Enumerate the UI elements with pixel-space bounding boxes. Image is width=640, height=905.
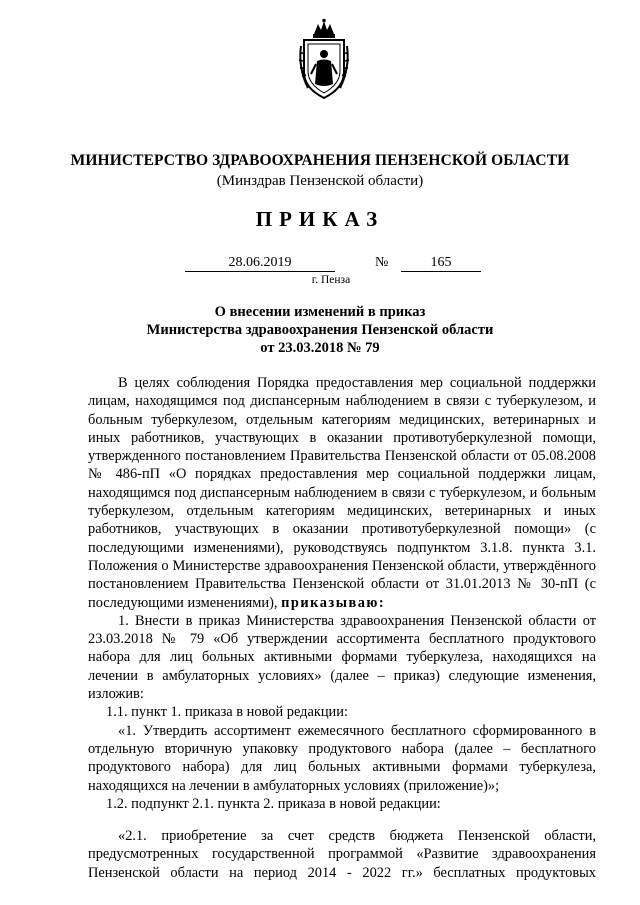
- preamble-paragraph: [88, 374, 596, 612]
- item-1-paragraph: 1. Внести в приказ Министерства здравоохранения Пензенской области от 23.03.2018 № 79 «Об утверждении ассортимента бесплатного продуктового набора для лиц больных активными формами туберкулеза, находящихся на лечении в амбулаторных условиях» (далее – приказ) следующие изменения, изложив:: [88, 612, 596, 703]
- item-1-1-paragraph: 1.1. пункт 1. приказа в новой редакции:: [106, 704, 348, 721]
- order-date: 28.06.2019: [185, 254, 335, 272]
- document-type: ПРИКАЗ: [255, 207, 385, 231]
- city-text: г. Пенза: [311, 274, 351, 286]
- order-title-line-3: от 23.03.2018 № 79: [260, 340, 380, 356]
- ministry-short-name: (Минздрав Пензенской области): [216, 173, 424, 189]
- quote-1-paragraph: «1. Утвердить ассортимент ежемесячного бесплатного сформированного в отдельную вторичную упаковку продуктового набора (далее – бесплатного продуктового набора) для лиц больных активными формами туберкулеза, находящихся на лечении в амбулаторных условиях (приложение)»;: [88, 722, 596, 794]
- order-title-line-1: О внесении изменений в приказ: [214, 304, 426, 320]
- order-title: [0, 303, 640, 357]
- item-1-2-paragraph: 1.2. подпункт 2.1. пункта 2. приказа в новой редакции:: [106, 795, 441, 812]
- city-label: [0, 274, 640, 286]
- number-sign: №: [375, 255, 389, 270]
- order-word: приказываю:: [281, 594, 386, 611]
- ministry-name: МИНИСТЕРСТВО ЗДРАВООХРАНЕНИЯ ПЕНЗЕНСКОЙ ОБЛАСТИ: [70, 152, 570, 169]
- order-body: [88, 374, 596, 882]
- order-title-line-2: Министерства здравоохранения Пензенской области: [146, 322, 494, 338]
- preamble-text: В целях соблюдения Порядка предоставления мер социальной поддержки лицам, находящимся под диспансерным наблюдением в связи с туберкулезом, и больным туберкулезом, отдельным категориям медицинских, ветеринарных и иных работников, участвующих в оказании противотуберкулезной помощи, утвержденного постановлением Правительства Пензенской области от 05.08.2008 № 486-пП «О порядках предоставления мер социальной поддержки лицам, находящимся под диспансерным наблюдением в связи с туберкулезом, и больным туберкулезом, отдельным категориям медицинских, ветеринарных и иных работников, участвующих в оказании противотуберкулезной помощи» (с последующими изменениями), руководствуясь подпунктом 3.1.8. пункта 3.1. Положения о Министерстве здравоохранения Пензенской области, утверждённого постановлением Правительства Пензенской области от 31.01.2013 № 30-пП (с последующими изменениями),: [88, 375, 596, 611]
- order-number: 165: [401, 254, 481, 272]
- paragraph-gap: [88, 813, 596, 827]
- quote-2-paragraph: «2.1. приобретение за счет средств бюджета Пензенской области, предусмотренных государственной программой «Развитие здравоохранения Пензенской области на период 2014 - 2022 гг.» бесплатных продуктовых: [88, 828, 596, 881]
- coat-of-arms-emblem: [296, 18, 352, 102]
